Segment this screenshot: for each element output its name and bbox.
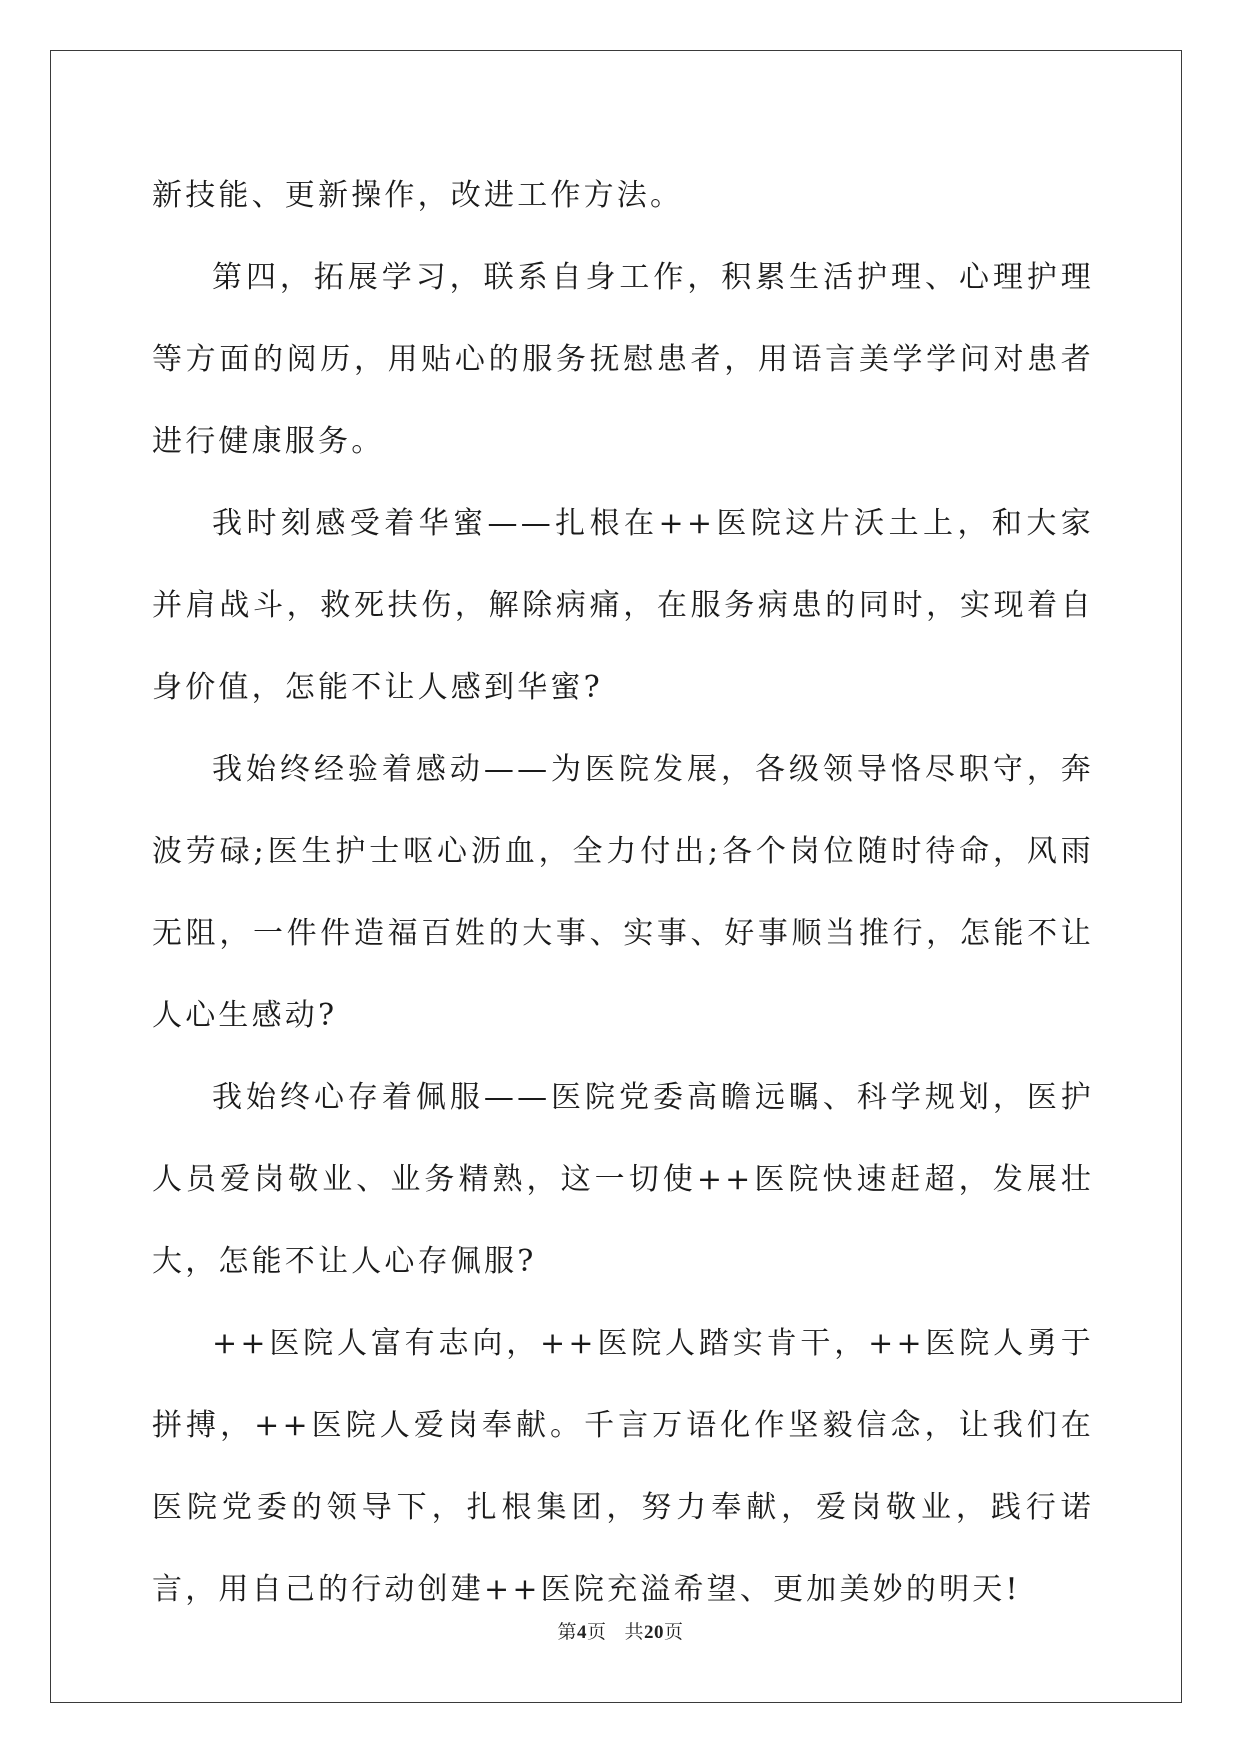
page-number: 4 bbox=[576, 1622, 587, 1643]
page-footer bbox=[0, 1617, 1241, 1644]
total-pages: 20 bbox=[644, 1622, 665, 1643]
paragraph-2: 第四，拓展学习，联系自身工作，积累生活护理、心理护理等方面的阅历，用贴心的服务抚慰患者，用语言美学学问对患者进行健康服务。 bbox=[152, 260, 1094, 459]
paragraph-1: 新技能、更新操作，改进工作方法。 bbox=[152, 178, 684, 213]
page-suffix: 页 bbox=[586, 1622, 607, 1643]
page-prefix: 第 bbox=[557, 1622, 577, 1643]
paragraph-6: ++医院人富有志向，++医院人踏实肯干，++医院人勇于拼搏，++医院人爱岗奉献。千言万语化作坚毅信念，让我们在医院党委的领导下，扎根集团，努力奉献，爱岗敬业，践行诺言，用自己的行动创建++医院充溢希望、更加美妙的明天! bbox=[152, 1326, 1094, 1607]
paragraph-5: 我始终心存着佩服——医院党委高瞻远瞩、科学规划，医护人员爱岗敬业、业务精熟，这一切使++医院快速赶超，发展壮大，怎能不让人心存佩服? bbox=[152, 1080, 1094, 1279]
paragraph-3: 我时刻感受着华蜜——扎根在++医院这片沃土上，和大家并肩战斗，救死扶伤，解除病痛，在服务病患的同时，实现着自身价值，怎能不让人感到华蜜? bbox=[152, 506, 1094, 705]
total-prefix: 共 bbox=[624, 1622, 645, 1643]
total-suffix: 页 bbox=[664, 1622, 684, 1643]
document-body bbox=[152, 155, 1094, 1631]
paragraph-4: 我始终经验着感动——为医院发展，各级领导恪尽职守，奔波劳碌;医生护士呕心沥血，全力付出;各个岗位随时待命，风雨无阻，一件件造福百姓的大事、实事、好事顺当推行，怎能不让人心生感动? bbox=[152, 752, 1094, 1033]
